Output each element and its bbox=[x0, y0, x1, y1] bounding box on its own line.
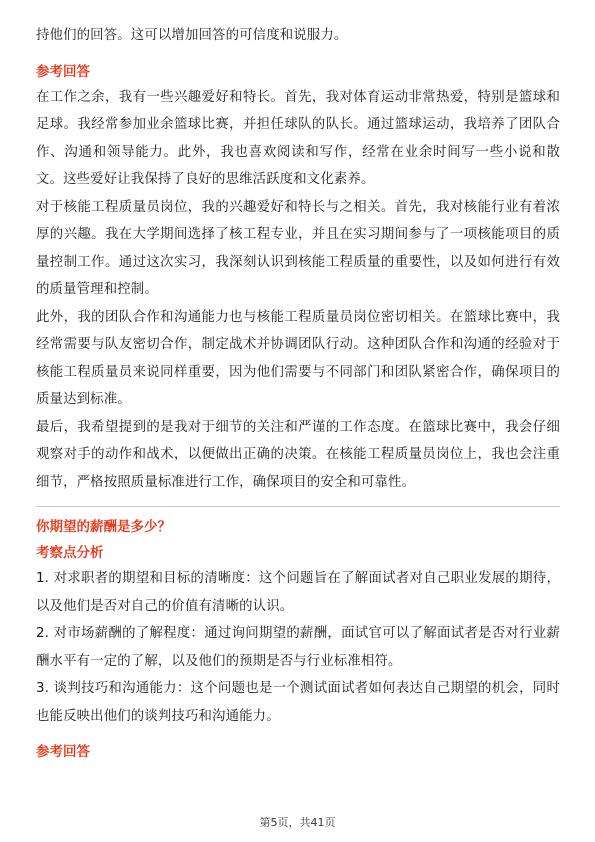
analysis-item-2: 2. 对市场薪酬的了解程度：通过询问期望的薪酬，面试官可以了解面试者是否对行业薪酬水平有一定的了解，以及他们的预期是否与行业标准相符。 bbox=[36, 626, 560, 669]
analysis-heading: 考察点分析 bbox=[36, 545, 104, 561]
answer-paragraph-1: 在工作之余，我有一些兴趣爱好和特长。首先，我对体育运动非常热爱，特别是篮球和足球。我经常参加业余篮球比赛，并担任球队的队长。通过篮球运动，我培养了团队合作、沟通和领导能力。此外，我也喜欢阅读和写作，经常在业余时间写一些小说和散文。这些爱好让我保持了良好的思维活跃度和文化素养。 bbox=[36, 89, 560, 187]
continued-paragraph: 持他们的回答。这可以增加回答的可信度和说服力。 bbox=[36, 28, 348, 43]
page-number: 第5页，共41页 bbox=[259, 816, 336, 829]
reference-answer-heading: 参考回答 bbox=[36, 63, 90, 80]
analysis-item-3: 3. 谈判技巧和沟通能力：这个问题也是一个测试面试者如何表达自己期望的机会，同时也能反映出他们的谈判技巧和沟通能力。 bbox=[36, 681, 560, 724]
answer-paragraph-4: 最后，我希望提到的是我对于细节的关注和严谨的工作态度。在篮球比赛中，我会仔细观察对手的动作和战术，以便做出正确的决策。在核能工程质量员岗位上，我也会注重细节，严格按照质量标准进行工作，确保项目的安全和可靠性。 bbox=[36, 419, 560, 490]
page-content bbox=[36, 22, 560, 764]
reference-answer-heading-2: 参考回答 bbox=[36, 744, 90, 760]
section-divider bbox=[36, 506, 560, 507]
answer-paragraph-3: 此外，我的团队合作和沟通能力也与核能工程质量员岗位密切相关。在篮球比赛中，我经常需要与队友密切合作，制定战术并协调团队行动。这种团队合作和沟通的经验对于核能工程质量员来说同样重要，因为他们需要与不同部门和团队紧密合作，确保项目的质量达到标准。 bbox=[36, 309, 560, 407]
question-heading: 你期望的薪酬是多少？ bbox=[36, 519, 171, 535]
analysis-item-1: 1. 对求职者的期望和目标的清晰度：这个问题旨在了解面试者对自己职业发展的期待，以及他们是否对自己的价值有清晰的认识。 bbox=[36, 571, 560, 614]
answer-paragraph-2: 对于核能工程质量员岗位，我的兴趣爱好和特长与之相关。首先，我对核能行业有着浓厚的兴趣。我在大学期间选择了核工程专业，并且在实习期间参与了一项核能项目的质量控制工作。通过这次实习，我深刻认识到核能工程质量的重要性，以及如何进行有效的质量管理和控制。 bbox=[36, 199, 560, 297]
